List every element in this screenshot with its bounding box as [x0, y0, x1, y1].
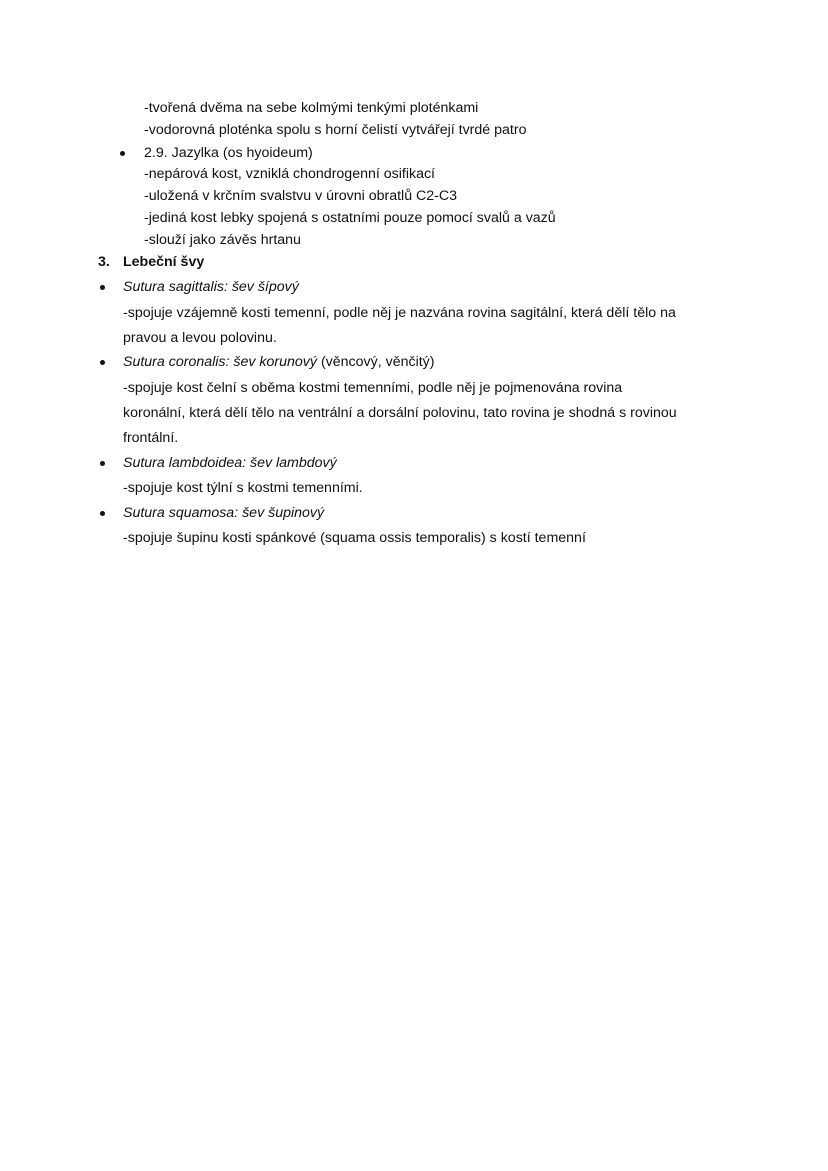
text-line: -spojuje vzájemně kosti temenní, podle něj je nazvána rovina sagitální, která dělí tělo na: [123, 305, 676, 321]
suture-title: [123, 277, 299, 297]
text-line: pravou a levou polovinu.: [123, 330, 277, 346]
text-line: -spojuje kost čelní s oběma kostmi temenními, podle něj je pojmenována rovina: [123, 380, 623, 396]
text-line: -jediná kost lebky spojená s ostatními pouze pomocí svalů a vazů: [144, 210, 556, 226]
suture-title-rest: (věncový, věnčitý): [317, 354, 435, 370]
suture-title: [123, 503, 324, 523]
bullet-icon: [100, 285, 105, 290]
section-title: Lebeční švy: [123, 254, 205, 270]
suture-title-italic: Sutura squamosa: šev šupinový: [123, 505, 325, 521]
bullet-icon: [100, 511, 105, 516]
text-line: -slouží jako závěs hrtanu: [144, 232, 301, 248]
bullet-icon: [100, 360, 105, 365]
text-line: -spojuje šupinu kosti spánkové (squama ossis temporalis) s kostí temenní: [123, 530, 586, 546]
text-line: koronální, která dělí tělo na ventrální a dorsální polovinu, tato rovina je shodná s rovinou: [123, 405, 677, 421]
text-line: -vodorovná ploténka spolu s horní čelistí vytvářejí tvrdé patro: [144, 122, 527, 138]
suture-title-italic: Sutura sagittalis: šev šípový: [123, 279, 299, 295]
suture-title: [123, 352, 434, 372]
suture-title-italic: Sutura coronalis: šev korunový: [123, 354, 317, 370]
suture-title: [123, 453, 337, 473]
subsection-heading-hyoid: 2.9. Jazylka (os hyoideum): [144, 145, 313, 161]
text-line: -tvořená dvěma na sebe kolmými tenkými ploténkami: [144, 100, 479, 116]
bullet-icon: [120, 151, 125, 156]
text-line: -uložená v krčním svalstvu v úrovni obratlů C2-C3: [144, 188, 458, 204]
text-line: -spojuje kost týlní s kostmi temenními.: [123, 480, 363, 496]
bullet-icon: [100, 461, 105, 466]
text-line: frontální.: [123, 430, 179, 446]
text-line: -nepárová kost, vzniklá chondrogenní osifikací: [144, 166, 436, 182]
section-number: 3.: [98, 254, 110, 270]
suture-title-italic: Sutura lambdoidea: šev lambdový: [123, 455, 337, 471]
